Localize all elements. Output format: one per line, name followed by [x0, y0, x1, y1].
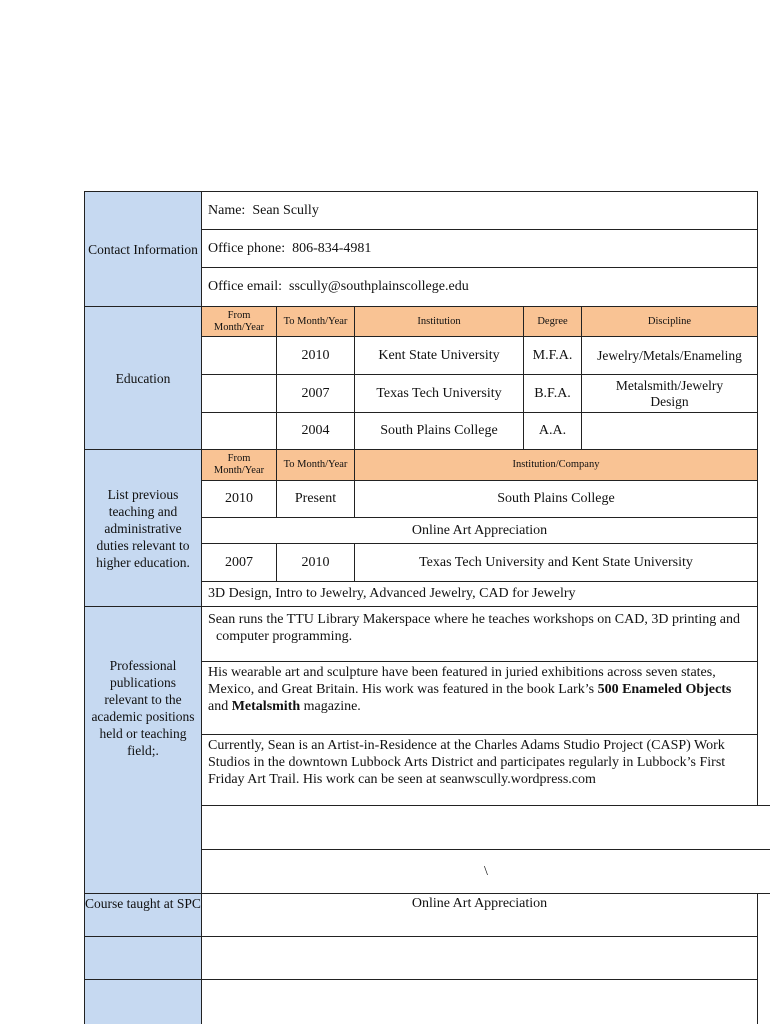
para2-text: His wearable art and sculpture have been featured in juried exhibitions across seven states, Mexico, and Great Britain. His work was featured in the book Lark’s — [208, 665, 716, 697]
teach-row2-courses: 3D Design, Intro to Jewelry, Advanced Jewelry, CAD for Jewelry — [201, 581, 758, 607]
edu-row-from — [201, 336, 277, 375]
contact-label: Contact Information — [84, 191, 202, 307]
edu-header-from: From Month/Year — [201, 306, 277, 337]
phone-label: Office phone: — [208, 240, 286, 256]
publications-para-3: Currently, Sean is an Artist-in-Residence at the Charles Adams Studio Project (CASP) Work Studios in the downtown Lubbock Arts District and participates regularly in Lubbock’s First Friday Art Trail. His work can be seen at seanwscully.wordpress.com — [201, 734, 758, 806]
edu-row-institution: South Plains College — [354, 412, 524, 450]
edu-header-to: To Month/Year — [276, 306, 355, 337]
edu-header-institution: Institution — [354, 306, 524, 337]
teach-row-institution: Texas Tech University and Kent State University — [354, 543, 758, 582]
teach-row-institution: South Plains College — [354, 480, 758, 518]
publications-label: Professional publications relevant to the academic positions held or teaching field;. — [84, 606, 202, 894]
courses-value: Online Art Appreciation — [201, 893, 758, 937]
edu-row-from — [201, 374, 277, 413]
edu-row-from — [201, 412, 277, 450]
teach-row-to: Present — [276, 480, 355, 518]
empty-cell-2 — [201, 979, 758, 1024]
education-label: Education — [84, 306, 202, 450]
magazine-title: Metalsmith — [231, 699, 301, 714]
para2-text: and — [208, 699, 232, 714]
teach-row-from: 2007 — [201, 543, 277, 582]
edu-row-degree: B.F.A. — [523, 374, 582, 413]
edu-row-institution: Kent State University — [354, 336, 524, 375]
empty-label-1 — [84, 936, 202, 980]
edu-header-discipline: Discipline — [581, 306, 758, 337]
teach-row-from: 2010 — [201, 480, 277, 518]
publications-para-1: Sean runs the TTU Library Makerspace where he teaches workshops on CAD, 3D printing and computer programming. — [201, 606, 758, 662]
email-value: sscully@southplainscollege.edu — [289, 279, 469, 294]
edu-row-to: 2004 — [276, 412, 355, 450]
edu-row-to: 2010 — [276, 336, 355, 375]
teach-header-institution: Institution/Company — [354, 449, 758, 481]
contact-phone-cell — [201, 229, 758, 268]
edu-row-degree: M.F.A. — [523, 336, 582, 375]
teach-header-to: To Month/Year — [276, 449, 355, 481]
empty-label-2 — [84, 979, 202, 1024]
edu-header-degree: Degree — [523, 306, 582, 337]
publications-para-2 — [201, 661, 758, 735]
edu-row-discipline: Metalsmith/Jewelry Design — [581, 374, 758, 413]
name-label: Name: — [208, 202, 246, 218]
name-value: Sean Scully — [252, 202, 319, 218]
teach-header-from: From Month/Year — [201, 449, 277, 481]
teach-row1-course: Online Art Appreciation — [201, 517, 758, 544]
contact-name-cell — [201, 191, 758, 230]
phone-value: 806-834-4981 — [292, 240, 372, 256]
teaching-label: List previous teaching and administrative duties relevant to higher education. — [84, 449, 202, 607]
publications-para-5: \ — [201, 849, 770, 894]
empty-cell-1 — [201, 936, 758, 980]
publications-para-4 — [201, 805, 770, 850]
para2-text: magazine. — [300, 699, 361, 714]
book-title: 500 Enameled Objects — [597, 682, 732, 697]
email-label: Office email: — [208, 279, 282, 294]
edu-row-institution: Texas Tech University — [354, 374, 524, 413]
edu-row-to: 2007 — [276, 374, 355, 413]
courses-label: Course taught at SPC — [84, 893, 202, 937]
contact-email-cell — [201, 267, 758, 307]
edu-row-degree: A.A. — [523, 412, 582, 450]
teach-row-to: 2010 — [276, 543, 355, 582]
edu-row-discipline: Jewelry/Metals/Enameling — [581, 336, 758, 375]
edu-row-discipline — [581, 412, 758, 450]
